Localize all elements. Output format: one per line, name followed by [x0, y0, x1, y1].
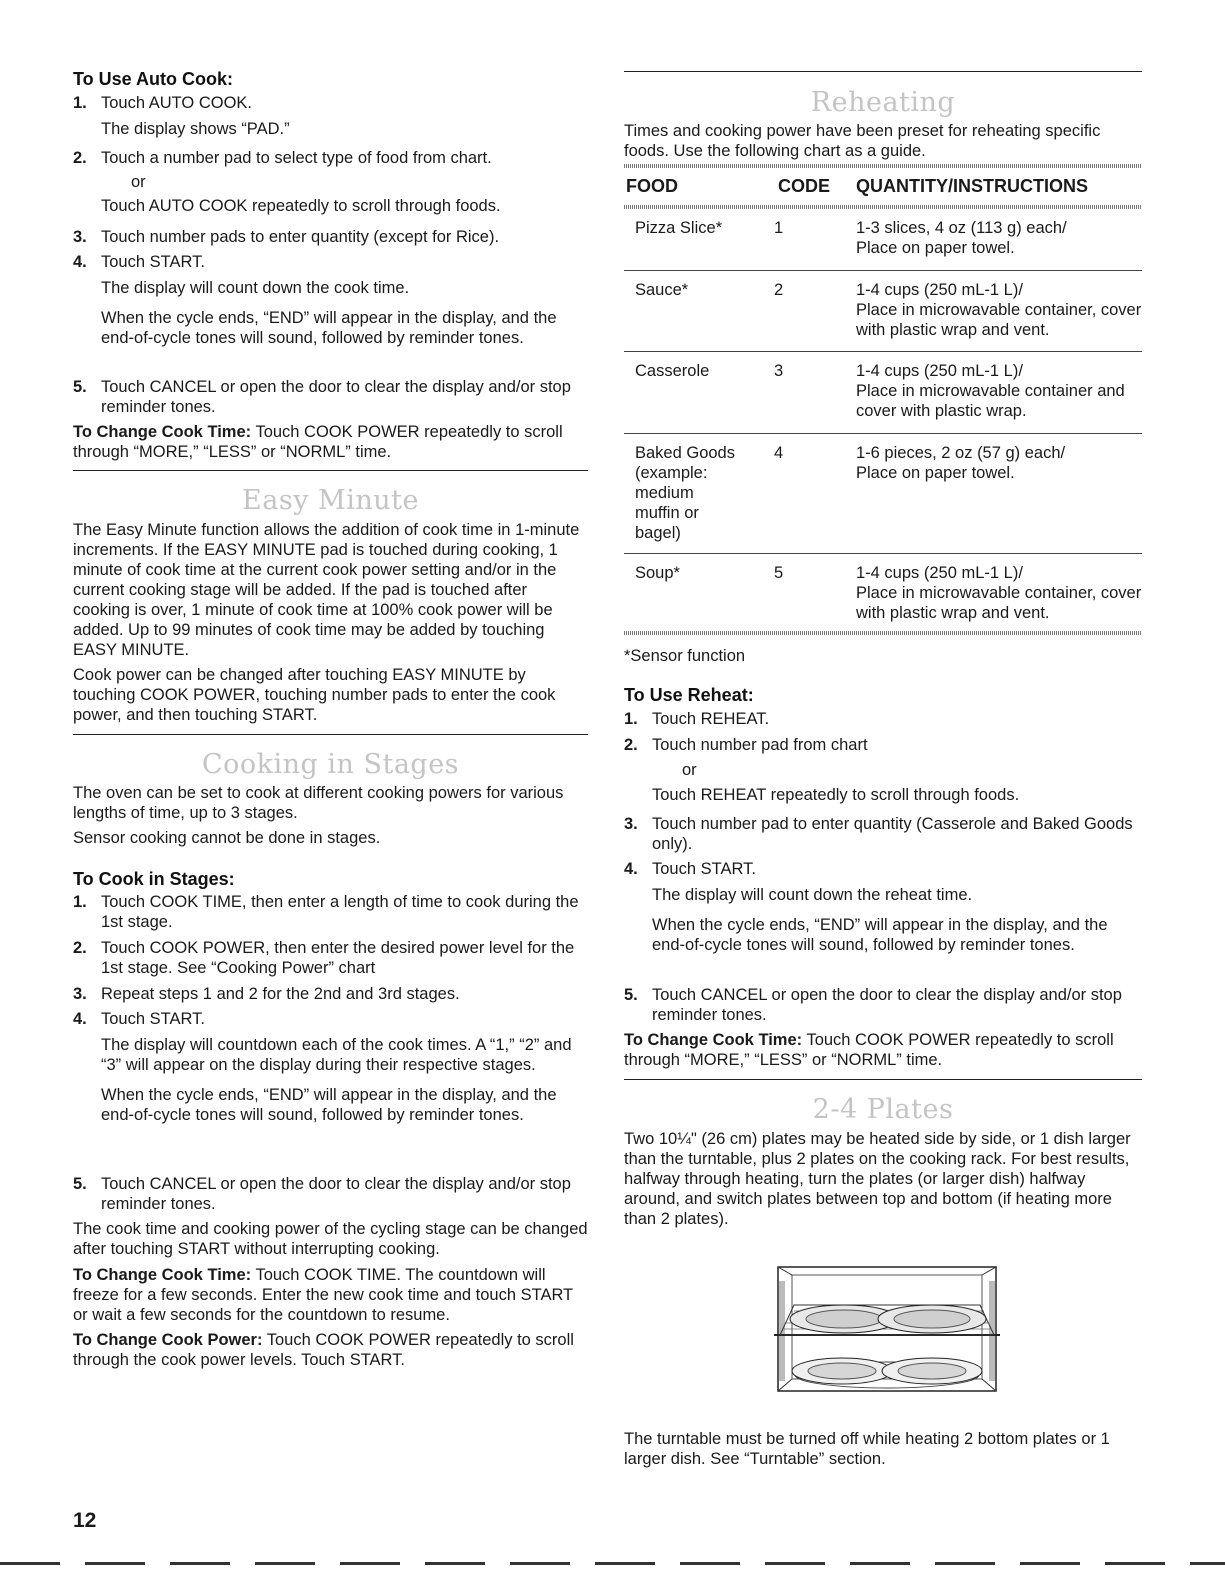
auto-cook-heading: To Use Auto Cook:	[73, 69, 233, 89]
stages-step-1	[73, 892, 588, 932]
row-quantity: 1-4 cups (250 mL-1 L)/ Place in microwavable container, cover with plastic wrap and vent.	[856, 281, 1142, 339]
paragraph-text: Touch COOK POWER repeatedly to scroll through “MORE,” “LESS” or “NORML” time.	[624, 1031, 1114, 1069]
table-row	[624, 443, 1142, 543]
header-quantity: QUANTITY/INSTRUCTIONS	[856, 176, 1088, 196]
row-food: Soup*	[635, 564, 680, 582]
step-text: Touch number pads to enter quantity (except for Rice).	[101, 228, 500, 246]
table-row-divider	[624, 270, 1142, 271]
stages-step-5	[73, 1174, 588, 1214]
table-row	[624, 218, 1142, 262]
auto-cook-step-2	[73, 148, 588, 216]
bold-label: To Change Cook Time:	[73, 1266, 252, 1284]
row-quantity: 1-6 pieces, 2 oz (57 g) each/ Place on paper towel.	[856, 444, 1066, 482]
paragraph-text: Touch COOK POWER repeatedly to scroll through the cook power levels. Touch START.	[73, 1331, 574, 1369]
section-divider	[624, 71, 1142, 72]
header-food: FOOD	[626, 176, 678, 196]
table-row-divider	[624, 351, 1142, 352]
auto-cook-step-5	[73, 377, 588, 417]
step-number: 1.	[73, 893, 87, 911]
plates-paragraph: Two 10¼" (26 cm) plates may be heated side by side, or 1 dish larger than the turntable, plus 2 plates on the cooking rack. For best results, halfway through heating, turn the plates (or larger dish) halfway around, and switch plates between top and bottom (if heating more than 2 plates).	[624, 1130, 1131, 1228]
auto-cook-step-1	[73, 93, 588, 139]
step-number: 1.	[73, 94, 87, 112]
cooking-in-stages-title: Cooking in Stages	[201, 749, 460, 780]
step-detail: The display will count down the cook time.	[101, 279, 410, 297]
table-row	[624, 563, 1142, 625]
step-text: Touch a number pad to select type of food from chart.	[101, 149, 492, 167]
row-code: 1	[774, 219, 784, 237]
section-divider	[73, 734, 588, 735]
page-number: 12	[73, 1509, 97, 1532]
step-text: Touch START.	[652, 860, 756, 878]
step-text: Touch AUTO COOK.	[101, 94, 252, 112]
step-detail: Touch REHEAT repeatedly to scroll through foods.	[652, 786, 1020, 804]
row-food: Baked Goods (example: medium muffin or bagel)	[635, 444, 735, 542]
step-detail: The display will count down the reheat time.	[652, 886, 973, 904]
header-code: CODE	[778, 176, 831, 196]
step-text: Touch START.	[101, 253, 205, 271]
row-quantity: 1-3 slices, 4 oz (113 g) each/ Place on paper towel.	[856, 219, 1067, 257]
easy-minute-paragraph-1: The Easy Minute function allows the addition of cook time in 1-minute increments. If the EASY MINUTE pad is touched during cooking, 1 minute of cook time at the current cook power setting and/or in the current cooking stage will be added. If the pad is touched after cooking is over, 1 minute of cook time at 100% cook power will be added. Up to 99 minutes of cook time may be added by touching EASY MINUTE.	[73, 521, 580, 659]
cook-in-stages-heading: To Cook in Stages:	[73, 869, 235, 889]
footer-rule	[0, 1562, 1225, 1565]
auto-cook-change-time	[73, 422, 588, 462]
step-number: 5.	[73, 1175, 87, 1193]
step-text: Touch REHEAT.	[652, 710, 770, 728]
step-text: Repeat steps 1 and 2 for the 2nd and 3rd stages.	[101, 985, 460, 1003]
step-text: Touch START.	[101, 1010, 205, 1028]
row-code: 5	[774, 564, 784, 582]
table-row	[624, 280, 1142, 342]
auto-cook-step-3	[73, 227, 588, 247]
reheat-step-3	[624, 814, 1142, 854]
step-number: 5.	[73, 378, 87, 396]
reheat-step-1	[624, 709, 1142, 729]
stages-paragraph-3: The cook time and cooking power of the cycling stage can be changed after touching START without interrupting cooking.	[73, 1220, 588, 1258]
step-detail: The display shows “PAD.”	[101, 120, 290, 138]
section-divider	[73, 470, 588, 471]
step-number: 2.	[73, 149, 87, 167]
step-number: 5.	[624, 986, 638, 1004]
row-code: 3	[774, 362, 784, 380]
bold-label: To Change Cook Time:	[624, 1031, 803, 1049]
stages-paragraph-1: The oven can be set to cook at different cooking powers for various lengths of time, up to 3 stages.	[73, 784, 564, 822]
step-number: 1.	[624, 710, 638, 728]
step-number: 3.	[73, 228, 87, 246]
reheat-step-4	[624, 859, 1142, 955]
easy-minute-paragraph-2: Cook power can be changed after touching EASY MINUTE by touching COOK POWER, touching number pads to enter the cook power, and then touching START.	[73, 666, 556, 724]
reheating-intro: Times and cooking power have been preset for reheating specific foods. Use the following chart as a guide.	[624, 122, 1101, 160]
row-code: 2	[774, 281, 784, 299]
table-row	[624, 361, 1142, 423]
step-text: Touch number pad from chart	[652, 736, 868, 754]
step-text: Touch COOK POWER, then enter the desired power level for the 1st stage. See “Cooking Power” chart	[101, 939, 575, 977]
step-number: 4.	[624, 860, 638, 878]
step-number: 3.	[73, 985, 87, 1003]
step-text: Touch CANCEL or open the door to clear the display and/or stop reminder tones.	[101, 1175, 571, 1213]
stages-paragraph-2: Sensor cooking cannot be done in stages.	[73, 829, 381, 847]
bold-label: To Change Cook Power:	[73, 1331, 263, 1349]
stages-step-2	[73, 938, 588, 978]
stages-step-3	[73, 984, 588, 1004]
step-detail: When the cycle ends, “END” will appear in the display, and the end-of-cycle tones will sound, followed by reminder tones.	[101, 1086, 557, 1124]
table-top-border	[624, 164, 1142, 168]
use-reheat-heading: To Use Reheat:	[624, 685, 754, 705]
step-detail: When the cycle ends, “END” will appear in the display, and the end-of-cycle tones will sound, followed by reminder tones.	[652, 916, 1108, 954]
row-code: 4	[774, 444, 784, 462]
step-text: Touch COOK TIME, then enter a length of time to cook during the 1st stage.	[101, 893, 579, 931]
section-divider	[624, 1079, 1142, 1080]
plates-title: 2-4 Plates	[812, 1094, 954, 1125]
reheat-change-time	[624, 1030, 1142, 1070]
table-bottom-border	[624, 631, 1142, 635]
easy-minute-title: Easy Minute	[242, 485, 419, 516]
reheat-table-header	[624, 176, 1142, 198]
table-row-divider	[624, 553, 1142, 554]
paragraph-text: Touch COOK TIME. The countdown will freeze for a few seconds. Enter the new cook time and touch START or wait a few seconds for the countdown to resume.	[73, 1266, 573, 1324]
step-number: 4.	[73, 1010, 87, 1028]
step-detail: When the cycle ends, “END” will appear in the display, and the end-of-cycle tones will sound, followed by reminder tones.	[101, 309, 557, 347]
reheat-step-5	[624, 985, 1142, 1025]
stages-change-time	[73, 1265, 588, 1325]
step-number: 2.	[624, 736, 638, 754]
stages-change-power	[73, 1330, 588, 1370]
oven-plates-illustration	[772, 1263, 1002, 1395]
row-quantity: 1-4 cups (250 mL-1 L)/ Place in microwavable container and cover with plastic wrap.	[856, 362, 1125, 420]
step-text: Touch CANCEL or open the door to clear the display and/or stop reminder tones.	[652, 986, 1122, 1024]
step-detail: The display will countdown each of the cook times. A “1,” “2” and “3” will appear on the display during their respective stages.	[101, 1036, 572, 1074]
step-text: Touch CANCEL or open the door to clear the display and/or stop reminder tones.	[101, 378, 571, 416]
reheating-title: Reheating	[810, 87, 956, 118]
row-food: Pizza Slice*	[635, 219, 723, 237]
bold-label: To Change Cook Time:	[73, 423, 252, 441]
table-footnote: *Sensor function	[624, 647, 746, 665]
row-food: Casserole	[635, 362, 710, 380]
step-text: Touch number pad to enter quantity (Casserole and Baked Goods only).	[652, 815, 1133, 853]
row-food: Sauce*	[635, 281, 689, 299]
table-header-border	[624, 205, 1142, 209]
step-or: or	[131, 173, 146, 191]
step-number: 3.	[624, 815, 638, 833]
step-or: or	[682, 761, 697, 779]
reheat-step-2	[624, 735, 1142, 805]
stages-step-4	[73, 1009, 588, 1125]
step-detail: Touch AUTO COOK repeatedly to scroll through foods.	[101, 197, 501, 215]
table-row-divider	[624, 433, 1142, 434]
step-number: 4.	[73, 253, 87, 271]
step-number: 2.	[73, 939, 87, 957]
plates-turntable-note: The turntable must be turned off while heating 2 bottom plates or 1 larger dish. See “Turntable” section.	[624, 1430, 1110, 1468]
paragraph-text: Touch COOK POWER repeatedly to scroll through “MORE,” “LESS” or “NORML” time.	[73, 423, 563, 461]
row-quantity: 1-4 cups (250 mL-1 L)/ Place in microwavable container, cover with plastic wrap and vent.	[856, 564, 1142, 622]
auto-cook-step-4	[73, 252, 588, 348]
